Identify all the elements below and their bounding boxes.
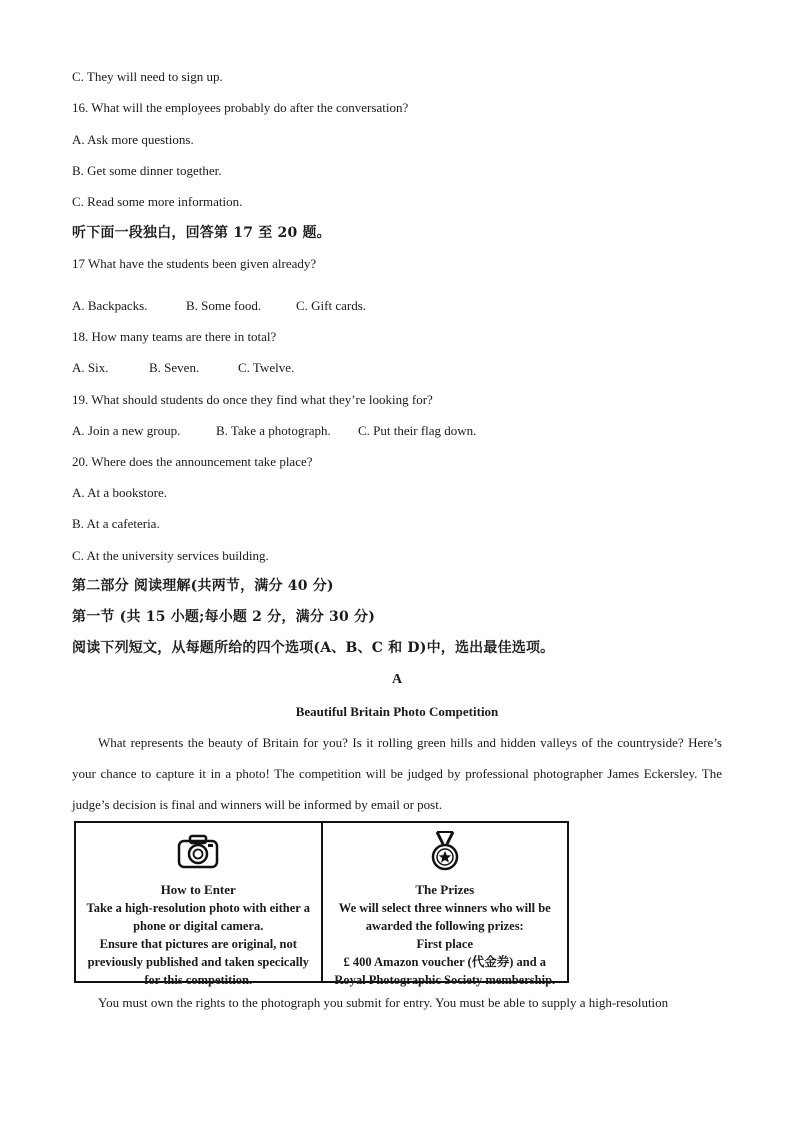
q18-option-c: C. Twelve.: [238, 360, 295, 375]
reading-part-title: 第二部分 阅读理解(共两节，满分 40 分): [72, 578, 334, 594]
how-to-enter-line: Ensure that pictures are original, not: [99, 937, 297, 951]
how-to-enter-line: phone or digital camera.: [133, 919, 264, 933]
q19-question: 19. What should students do once they find what they’re looking for?: [72, 392, 433, 407]
prizes-line: Royal Photographic Society membership.: [334, 973, 556, 987]
how-to-enter-line: previously published and taken specically: [87, 955, 309, 969]
closing-line: You must own the rights to the photograph you submit for entry. You must be able to supply a high-resolution: [98, 995, 669, 1010]
q20-option-b: B. At a cafeteria.: [72, 516, 160, 531]
how-to-enter-line: Take a high-resolution photo with either a: [86, 901, 310, 915]
q16-question: 16. What will the employees probably do after the conversation?: [72, 100, 409, 115]
q20-option-c: C. At the university services building.: [72, 548, 269, 563]
prizes-heading: The Prizes: [415, 882, 475, 897]
q18-option-b: B. Seven.: [149, 360, 200, 375]
q18-options: [72, 360, 294, 376]
q20-option-a: A. At a bookstore.: [72, 485, 167, 500]
passage-title: Beautiful Britain Photo Competition: [295, 704, 499, 719]
intro-paragraph-text: What represents the beauty of Britain for you? Is it rolling green hills and hidden valleys of the countryside? Here’s your chance to capture it in a photo! The competition will be judged by professional photographer James Eckersley. The judge’s decision is final and winners will be informed by email or post.: [72, 735, 722, 812]
prizes-line: We will select three winners who will be: [338, 901, 551, 915]
prizes-line: £ 400 Amazon voucher (代金券) and a: [343, 955, 547, 969]
competition-info-box: [74, 821, 569, 987]
how-to-enter-heading: How to Enter: [160, 882, 236, 897]
section-instruction-17-20: 听下面一段独白，回答第 17 至 20 题。: [72, 225, 331, 241]
q19-option-a: A. Join a new group.: [72, 423, 181, 438]
intro-paragraph: [72, 727, 722, 820]
q17-question: 17 What have the students been given already?: [72, 256, 317, 271]
q17-option-b: B. Some food.: [186, 298, 262, 313]
q17-option-c: C. Gift cards.: [296, 298, 367, 313]
reading-section-title: 第一节 (共 15 小题;每小题 2 分，满分 30 分): [72, 609, 376, 625]
q19-option-c: C. Put their flag down.: [358, 423, 477, 438]
q18-option-a: A. Six.: [72, 360, 109, 375]
prizes-line: awarded the following prizes:: [365, 919, 524, 933]
q19-options: [72, 423, 476, 439]
q16-option-a: A. Ask more questions.: [72, 132, 194, 147]
q16-option-c: C. Read some more information.: [72, 194, 243, 209]
how-to-enter-line: for this competition.: [144, 973, 253, 987]
q16-option-b: B. Get some dinner together.: [72, 163, 222, 178]
q17-option-a: A. Backpacks.: [72, 298, 148, 313]
reading-instruction: 阅读下列短文，从每题所给的四个选项(A、B、C 和 D)中，选出最佳选项。: [72, 640, 555, 656]
prizes-first-place: First place: [416, 937, 474, 951]
how-to-enter-panel: [76, 823, 323, 987]
q19-option-b: B. Take a photograph.: [216, 423, 331, 438]
q20-question: 20. Where does the announcement take place?: [72, 454, 313, 469]
medal-icon: [323, 831, 568, 871]
q17-options: [72, 298, 366, 314]
q18-question: 18. How many teams are there in total?: [72, 329, 277, 344]
q15-option-c: C. They will need to sign up.: [72, 69, 223, 84]
passage-letter: A: [391, 672, 403, 687]
prizes-panel: [323, 823, 568, 987]
camera-icon: [76, 831, 321, 871]
